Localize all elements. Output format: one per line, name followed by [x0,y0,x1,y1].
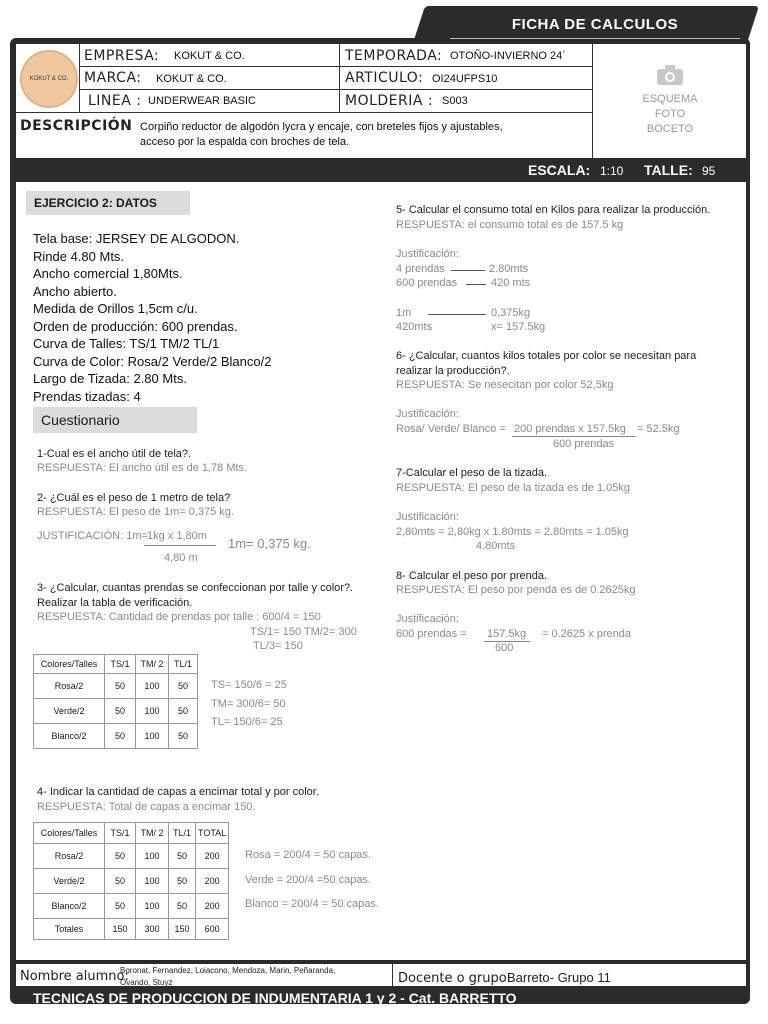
section-datos: EJERCICIO 2: DATOS [26,191,190,215]
table-row [34,919,229,940]
just-8-c: = 0.2625 x prenda [542,628,631,640]
question-1: 1-Cual es el ancho útil de tela?. [37,448,192,460]
table-cell: 150 [169,919,196,940]
just-5-d: 420 mts [491,277,531,289]
table-cell: 50 [169,844,196,869]
table-cell: Rosa/2 [34,674,105,699]
question-8: 8- Calcular el peso por prenda. [396,570,548,582]
table-header: TS/1 [105,823,136,844]
divider [79,66,592,67]
just-7-b: 4.80mts [476,540,516,552]
answer-4: RESPUESTA: Total de capas a encimar 150. [37,801,256,813]
question-4: 4- Indicar la cantidad de capas a encimar total y por color. [37,786,319,798]
table-note: TL= 150/6= 25 [211,716,283,728]
question-2: 2- ¿Cuál es el peso de 1 metro de tela? [37,492,231,504]
table-cell: 50 [169,869,196,894]
table-cell: 100 [136,844,169,869]
table-cell: 50 [105,869,136,894]
table-cell: Blanco/2 [34,894,105,919]
justification-7: Justificación: [396,511,459,523]
table-cell: 200 [196,844,229,869]
descripcion-line-1: Corpiño reductor de algodón lycra y encaje, con breteles fijos y ajustables, [140,121,503,133]
table-cell: 50 [169,724,198,749]
question-6: 6- ¿Calcular, cuantos kilos totales por color se necesitan para [396,350,697,362]
just-8-b: 157.5kg [487,628,527,640]
empresa-label: EMPRESA: [84,48,160,64]
table-cell: 100 [136,699,169,724]
data-line: Ancho comercial 1,80Mts. [33,266,183,281]
table-header: TL/1 [169,823,196,844]
table-note: Verde = 200/4 =50 capas. [245,874,371,886]
course-bar [16,988,746,1008]
table-cell: 50 [169,699,198,724]
answer-6: RESPUESTA: Se nesecitan por color 52,5kg [396,379,614,391]
descripcion-label: DESCRIPCIÓN [20,118,133,134]
table-header: TL/1 [169,655,198,674]
table-note: Blanco = 200/4 = 50 capas. [245,898,379,910]
linea-value: UNDERWEAR BASIC [148,95,256,107]
answer-7: RESPUESTA: El peso de la tizada es de 1.05kg [396,482,630,494]
page-title: FICHA DE CALCULOS [450,12,740,39]
table-cell: 50 [169,674,198,699]
data-line: Prendas tizadas: 4 [33,389,141,404]
table-header: TS/1 [105,655,136,674]
divider [392,964,393,986]
talle-label: TALLE: [644,162,693,178]
justification-6: Justificación: [396,408,459,420]
camera-icon [655,64,685,86]
just-8-a: 600 prendas = [396,628,467,640]
table-row [34,699,198,724]
just-8-d: 600 [495,642,514,654]
table-cell: 100 [136,724,169,749]
section-cuestionario: Cuestionario [33,407,197,433]
boceto-label: BOCETO [646,123,694,135]
just-5-f: 0,375kg [491,307,531,319]
data-line: Tela base: JERSEY DE ALGODON. [33,231,240,246]
justification-2-num: 1kg x 1,80m [147,530,207,542]
just-5-c: 600 prendas [396,277,458,289]
molderia-label: MOLDERIA : [345,93,434,109]
justification-2-den: 4,80 m [164,552,198,564]
empresa-value: KOKUT & CO. [174,50,245,62]
table-note: TM= 300/6= 50 [211,698,286,710]
table-cell: Rosa/2 [34,844,105,869]
question-3: 3- ¿Calcular, cuantas prendas se confeccionan por talle y color?. [37,582,354,594]
alumno-names-1: Boronat, Fernandez, Loiacono, Mendoza, Marin, Peñaranda, [120,966,336,975]
just-5-e: 1m [396,307,412,319]
just-6-c: = 52.5kg [637,423,680,435]
just-5-h: x= 157.5kg [491,321,546,333]
answer-5: RESPUESTA: el consumo total es de 157.5 kg [396,219,624,231]
divider [79,89,592,90]
answer-3-c: TL/3= 150 [253,640,303,652]
table-row [34,894,229,919]
temporada-value: OTOÑO-INVIERNO 24´ [450,50,566,62]
question-5: 5- Calcular el consumo total en Kilos para realizar la producción. [396,204,711,216]
table-cell: 200 [196,894,229,919]
linea-label: LINEA : [88,93,142,109]
answer-8: RESPUESTA: El peso por penda es de 0.2625kg [396,584,636,596]
course-title: TECNICAS DE PRODUCCION DE INDUMENTARIA 1 y 2 - Cat. BARRETTO [33,990,517,1006]
articulo-label: ARTICULO: [345,70,424,86]
table-row [34,869,229,894]
table-cell: Verde/2 [34,869,105,894]
just-7-a: 2,80mts = 2,80kg x 1.80mts = 2.80mts = 1.05kg [396,526,629,538]
justification-5: Justificación: [396,248,459,260]
just-6-d: 600 prendas [553,438,615,450]
divider [592,44,593,158]
question-3-b: Realizar la tabla de verificación. [37,597,193,609]
just-5-a: 4 prendas [396,263,445,275]
docente-value: Barreto- Grupo 11 [507,970,611,985]
alumno-names-2: Ovando, Stuyz [120,978,173,987]
table-cell: 50 [105,674,136,699]
temporada-label: TEMPORADA: [345,48,443,64]
table-header: TM/ 2 [136,823,169,844]
esquema-label: ESQUEMA [642,93,698,105]
table-cell: Verde/2 [34,699,105,724]
scale-bar [16,160,746,180]
data-line: Rinde 4.80 Mts. [33,249,125,264]
answer-3: RESPUESTA: Cantidad de prendas por talle : 600/4 = 150 [37,611,321,623]
just-5-b: 2.80mts [489,263,529,275]
question-6-b: realizar la producción?. [396,365,510,377]
table-cell: 100 [136,894,169,919]
justification-2-result: 1m= 0,375 kg. [228,536,311,551]
table-header: Colores/Talles [34,823,105,844]
arrow-line [451,270,485,271]
divider [16,112,592,113]
table-cell: 50 [105,724,136,749]
verification-table [33,654,198,749]
table-cell: 100 [136,869,169,894]
descripcion-line-2: acceso por la espalda con broches de tela. [140,136,350,148]
fraction-line [512,436,636,437]
table-cell: Blanco/2 [34,724,105,749]
table-row [34,844,229,869]
table-cell: 50 [169,894,196,919]
data-line: Curva de Color: Rosa/2 Verde/2 Blanco/2 [33,354,272,369]
just-6-b: 200 prendas x 157.5kg [514,423,626,435]
divider [339,44,340,112]
alumno-label: Nombre alumno: [20,969,129,984]
escala-value: 1:10 [600,164,624,178]
marca-label: MARCA: [84,70,142,86]
table-header: TOTAL [196,823,229,844]
answer-1: RESPUESTA: El ancho útil es de 1,78 Mts. [37,462,248,474]
data-line: Largo de Tizada: 2.80 Mts. [33,371,187,386]
talle-value: 95 [702,164,716,178]
table-cell: 50 [105,699,136,724]
layers-table [33,822,229,940]
data-line: Curva de Talles: TS/1 TM/2 TL/1 [33,336,220,351]
table-header: TM/ 2 [136,655,169,674]
table-cell: 600 [196,919,229,940]
table-row [34,724,198,749]
table-cell: 50 [105,894,136,919]
table-note: TS= 150/6 = 25 [211,679,287,691]
marca-value: KOKUT & CO. [156,73,227,85]
table-cell: 300 [136,919,169,940]
table-cell: 100 [136,674,169,699]
data-line: Orden de producción: 600 prendas. [33,319,238,334]
articulo-value: OI24UFPS10 [432,73,498,85]
arrow-line [466,284,486,285]
data-line: Ancho abierto. [33,284,117,299]
table-cell: 150 [105,919,136,940]
docente-label: Docente o grupo: [398,971,512,986]
table-row [34,674,198,699]
answer-3-b: TS/1= 150 TM/2= 300 [250,626,357,638]
answer-2: RESPUESTA: El peso de 1m= 0,375 kg. [37,506,234,518]
table-header: Colores/Talles [34,655,105,674]
table-cell: Totales [34,919,105,940]
brand-logo: KOKUT & CO. [20,50,78,108]
divider [79,44,80,112]
question-7: 7-Calcular el peso de la tizada. [396,467,548,479]
data-line: Medida de Orillos 1,5cm c/u. [33,301,198,316]
table-note: Rosa = 200/4 = 50 capas. [245,849,371,861]
fraction-line [144,545,216,546]
table-cell: 200 [196,869,229,894]
justification-2: JUSTIFICACIÓN: 1m= [37,530,148,542]
just-6-a: Rosa/ Verde/ Blanco = [396,423,506,435]
just-5-g: 420mts [396,321,433,333]
molderia-value: S003 [442,95,468,107]
arrow-line [428,314,486,315]
justification-8: Justificación: [396,613,459,625]
foto-label: FOTO [654,108,686,120]
escala-label: ESCALA: [528,162,591,178]
table-cell: 50 [105,844,136,869]
